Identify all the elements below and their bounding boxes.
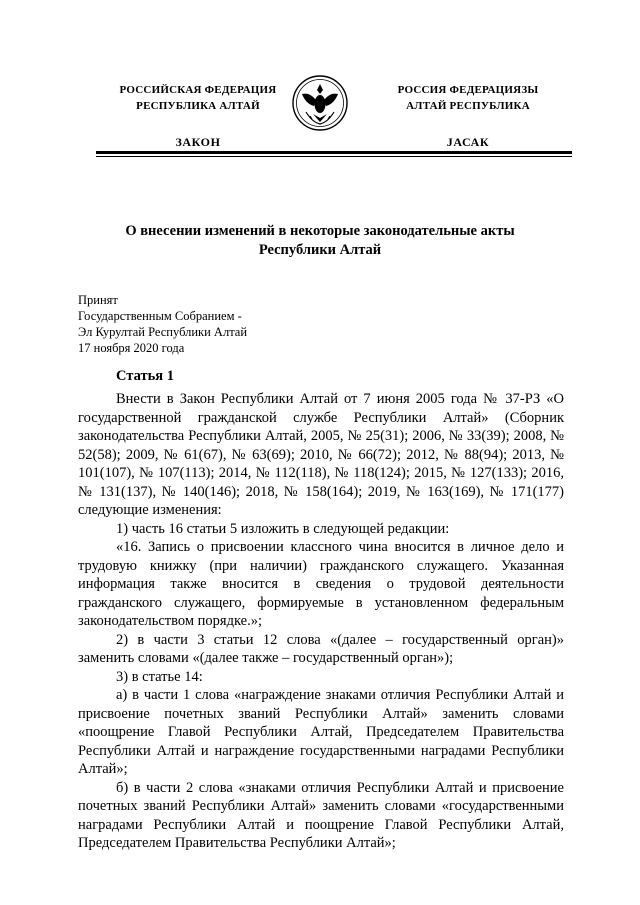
header-left-line1: РОССИЙСКАЯ ФЕДЕРАЦИЯ xyxy=(119,84,277,96)
adoption-line: Государственным Собранием - xyxy=(78,309,242,323)
coat-of-arms-emblem-icon xyxy=(292,72,348,134)
header-divider-thin xyxy=(96,156,572,157)
paragraph: Внести в Закон Республики Алтай от 7 июня 2005 года № 37-РЗ «О государственной гражданской службе Республики Алтай» (Сборник законодательства Республики Алтай, 2005, № 25(31); 2006, № 33(39); 2008, № 52(58); 2009, № 61(67), № 63(69); 2010, № 66(72); 2012, № 88(94); 2013, № 101(107), № 107(113); 2014, № 112(118), № 118(124); 2015, № 127(133); 2016, № 131(137), № 140(146); 2018, № 158(164); 2019, № 163(169), № 171(177) следующие изменения: xyxy=(78,391,564,518)
header-right-law: JАСАК xyxy=(446,135,490,149)
paragraph: «16. Запись о присвоении классного чина вносится в личное дело и трудовую книжку (при наличии) гражданского служащего. Указанная информация также вносится в сведения о трудовой деятельности гражданского служащего, формируемые в установленном федеральным законодательством порядке.»; xyxy=(78,539,564,629)
paragraph: а) в части 1 слова «награждение знаками отличия Республики Алтай и присвоение почетных званий Республики Алтай» заменить словами «поощрение Главой Республики Алтай, Председателем Правительства Республики Алтай и награждение государственными наградами Республики Алтай»; xyxy=(78,687,564,777)
adoption-date: 17 ноября 2020 года xyxy=(78,341,185,355)
article-body xyxy=(78,390,564,853)
paragraph: б) в части 2 слова «знаками отличия Республики Алтай и присвоение почетных званий Республики Алтай» заменить словами «государственными наградами Республики Алтай и поощрение Главой Республики Алтай, Председателем Правительства Республики Алтай»; xyxy=(78,779,564,851)
header-left xyxy=(98,82,298,150)
article-heading: Статья 1 xyxy=(116,368,174,384)
header-left-line2: РЕСПУБЛИКА АЛТАЙ xyxy=(136,100,260,112)
header-divider-thick xyxy=(96,151,572,154)
document-title: О внесении изменений в некоторые законодательные акты Республики Алтай xyxy=(125,223,515,258)
paragraph: 2) в части 3 статьи 12 слова «(далее – государственный орган)» заменить словами «(далее также – государственный орган»); xyxy=(78,631,564,666)
header-right-line2: АЛТАЙ РЕСПУБЛИКА xyxy=(406,100,530,112)
paragraph: 1) часть 16 статьи 5 изложить в следующей редакции: xyxy=(116,520,450,537)
header-right xyxy=(368,82,568,150)
adoption-line: Эл Курултай Республики Алтай xyxy=(78,325,248,339)
adoption-block xyxy=(78,292,378,356)
paragraph: 3) в статье 14: xyxy=(116,668,203,685)
header-right-line1: РОССИЯ ФЕДЕРАЦИЯЗЫ xyxy=(397,84,539,96)
header-left-law: ЗАКОН xyxy=(175,135,221,149)
adoption-line: Принят xyxy=(78,293,118,307)
